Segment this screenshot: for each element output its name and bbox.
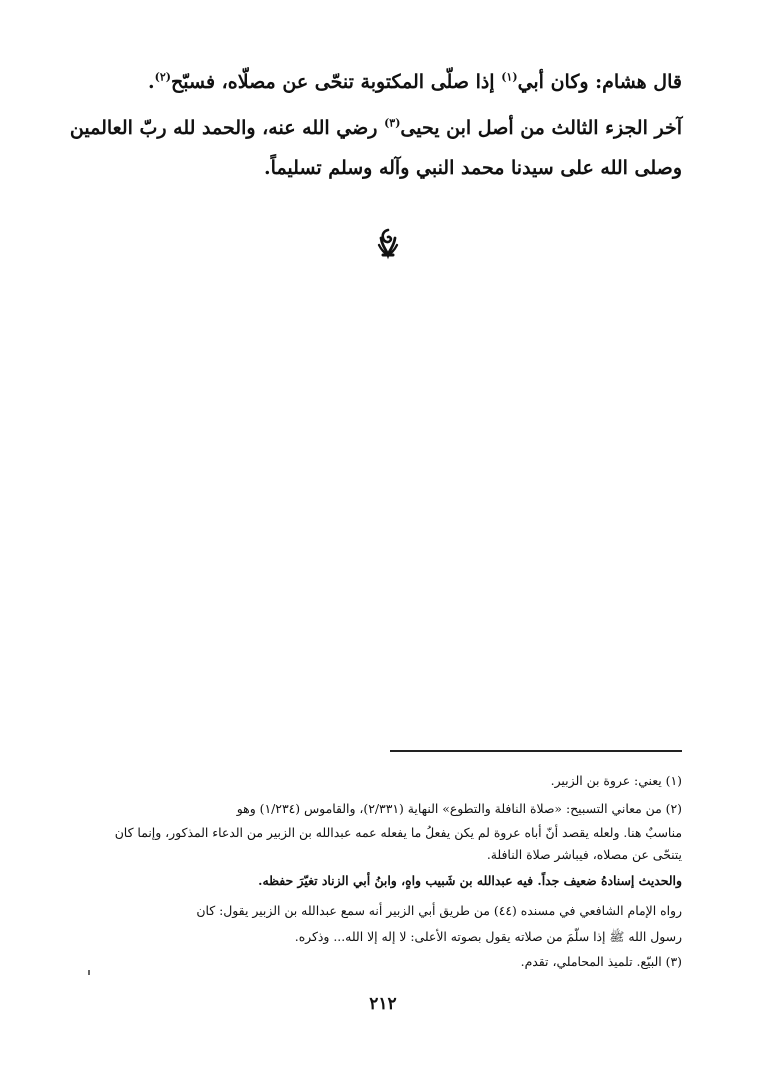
main-text-line-2 (69, 116, 682, 139)
footnote-ref-1: (١) (501, 70, 518, 84)
footnote-3: (٣) البيّع. تلميذ المحاملي، تقدم. (520, 954, 682, 969)
footnote-2-line-5: رواه الإمام الشافعي في مسنده (٤٤) من طريق أبي الزبير أنه سمع عبدالله بن الزبير يقول: كان (196, 903, 682, 918)
footnote-2-line-2: مناسبٌ هنا. ولعله يقصد أنّ أباه عروة لم يكن يفعلُ ما يفعله عمه عبدالله بن الزبير من الدعاء المذكور، وإنما كان (114, 825, 682, 840)
footnote-ref-3: (٣) (384, 116, 401, 130)
footnote-2-line-4: والحديث إسنادهُ ضعيف جداً. فيه عبدالله بن شَبيب واهٍ، وابنُ أبي الزناد تغيّرَ حفظه. (258, 873, 682, 888)
main-text-line-2-end: رضي الله عنه، والحمد لله ربّ العالمين (69, 117, 385, 139)
footnote-1: (١) يعني: عروة بن الزبير. (550, 773, 682, 788)
footnote-2-line-3: يتنحّى عن مصلاه، فيباشر صلاة النافلة. (486, 847, 682, 862)
main-text-line-2-start: آخر الجزء الثالث من أصل ابن يحيى (400, 117, 682, 139)
scan-speck (88, 970, 90, 975)
footnote-2-line-1: (٢) من معاني التسبيح: «صلاة النافلة والتطوع» النهاية (٢/٣٣١)، والقاموس (١/٢٣٤) وهو (236, 801, 682, 816)
main-text-line-1-start: قال هشام: وكان أبي (517, 71, 682, 93)
footnote-divider (390, 750, 682, 752)
footnote-2-line-6: رسول الله ﷺ إذا سلّمَ من صلاته يقول بصوته الأعلى: لا إله إلا الله... وذكره. (294, 929, 682, 944)
main-text-line-1-middle: إذا صلّى المكتوبة تنحّى عن مصلّاه، فسبّح (171, 71, 502, 93)
page-number: ٢١٢ (369, 994, 397, 1014)
main-text-line-3: وصلى الله على سيدنا محمد النبي وآله وسلم تسليماً. (264, 157, 682, 179)
footnote-ref-2: (٢) (154, 70, 172, 84)
closing-ornament-icon (372, 226, 404, 260)
main-text-line-1 (72, 72, 682, 93)
main-text-line-1-end: . (148, 71, 155, 93)
